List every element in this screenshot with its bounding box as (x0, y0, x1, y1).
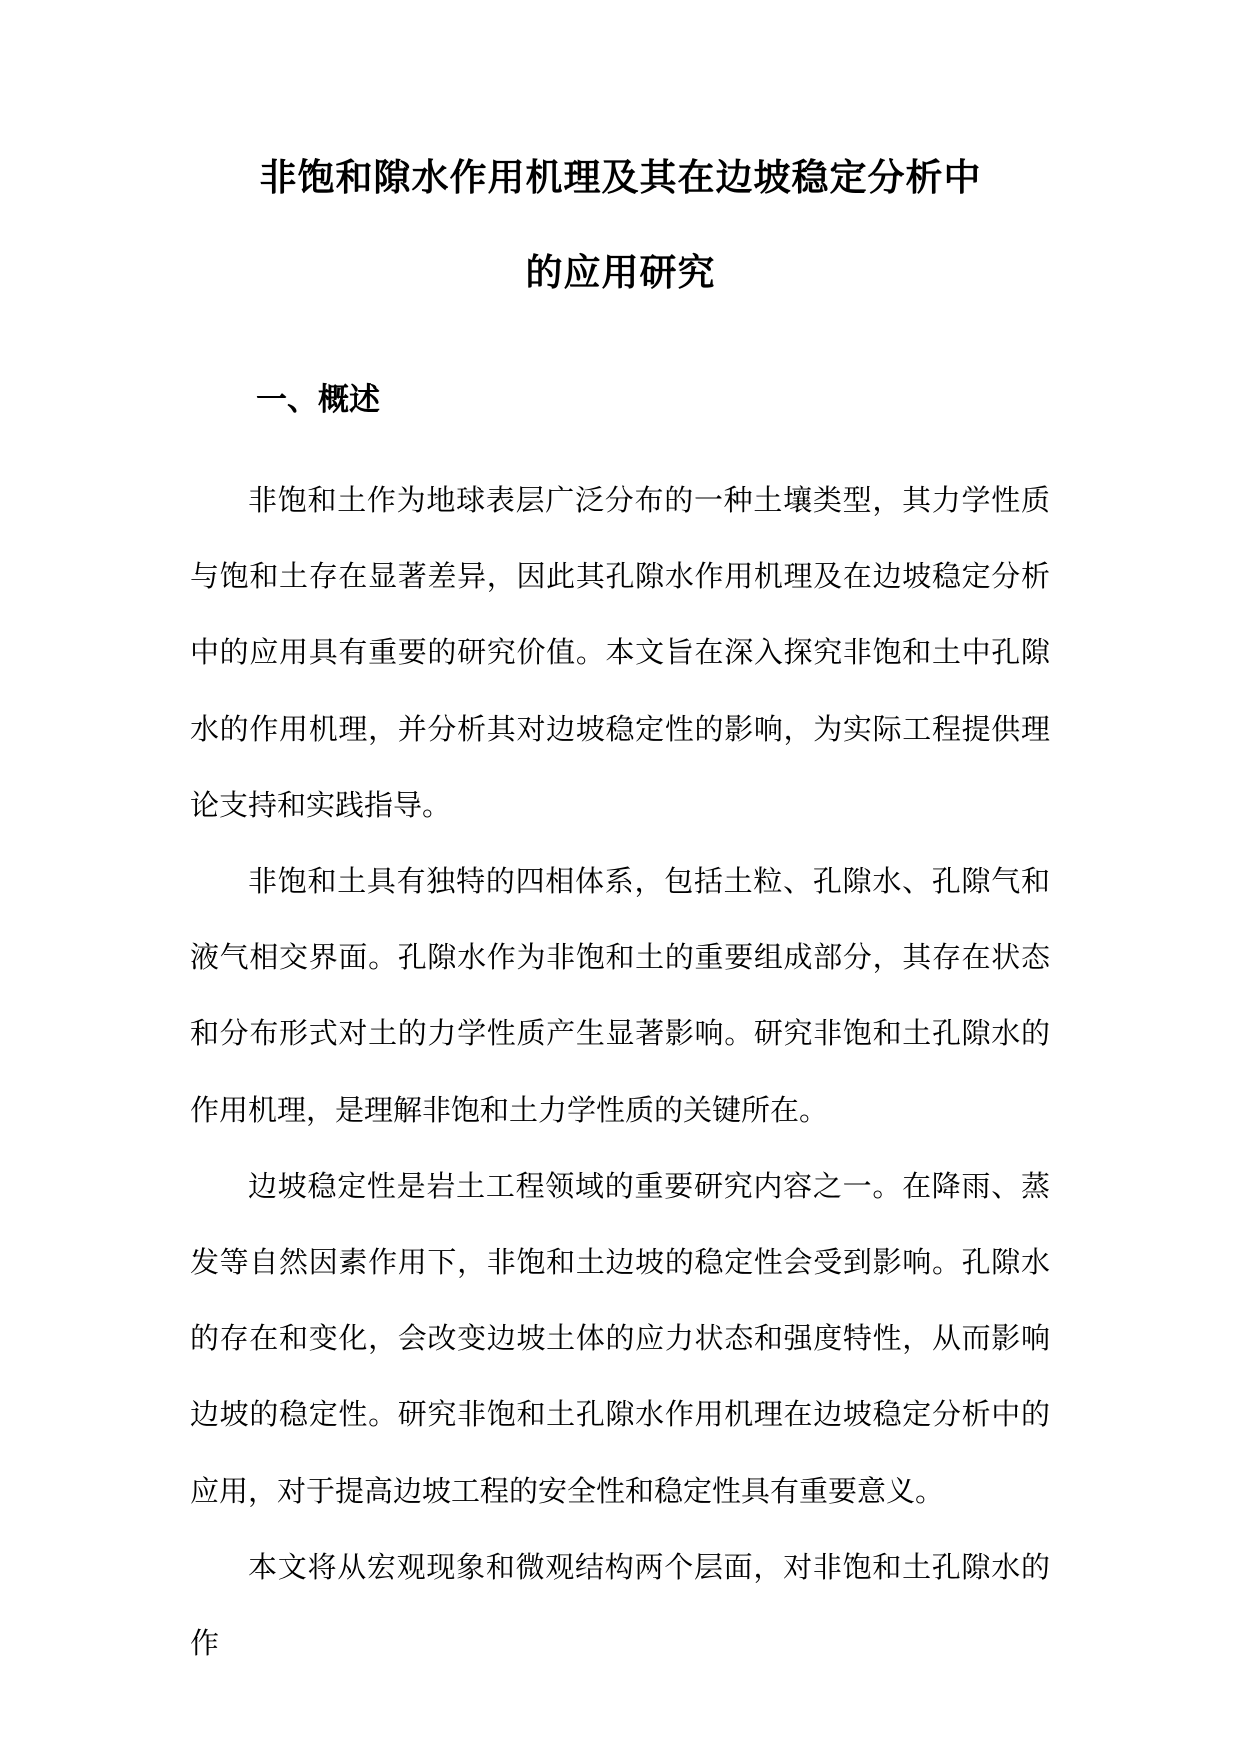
paragraph-4: 本文将从宏观现象和微观结构两个层面，对非饱和土孔隙水的作 (190, 1549, 1050, 1661)
document-title-line-2: 的应用研究 (525, 251, 716, 294)
section-heading: 一、概述 (256, 382, 380, 418)
paragraph-2: 非饱和土具有独特的四相体系，包括土粒、孔隙水、孔隙气和液气相交界面。孔隙水作为非饱和土的重要组成部分，其存在状态和分布形式对土的力学性质产生显著影响。研究非饱和土孔隙水的作用机理，是理解非饱和土力学性质的关键所在。 (190, 864, 1050, 1127)
document-title-line-1: 非饱和隙水作用机理及其在边坡稳定分析中 (259, 156, 982, 199)
paragraph-1: 非饱和土作为地球表层广泛分布的一种土壤类型，其力学性质与饱和土存在显著差异，因此其孔隙水作用机理及在边坡稳定分析中的应用具有重要的研究价值。本文旨在深入探究非饱和土中孔隙水的作用机理，并分析其对边坡稳定性的影响，为实际工程提供理论支持和实践指导。 (190, 483, 1050, 822)
document-body (190, 462, 1050, 1681)
paragraph-3: 边坡稳定性是岩土工程领域的重要研究内容之一。在降雨、蒸发等自然因素作用下，非饱和土边坡的稳定性会受到影响。孔隙水的存在和变化，会改变边坡土体的应力状态和强度特性，从而影响边坡的稳定性。研究非饱和土孔隙水作用机理在边坡稳定分析中的应用，对于提高边坡工程的安全性和稳定性具有重要意义。 (190, 1168, 1050, 1508)
